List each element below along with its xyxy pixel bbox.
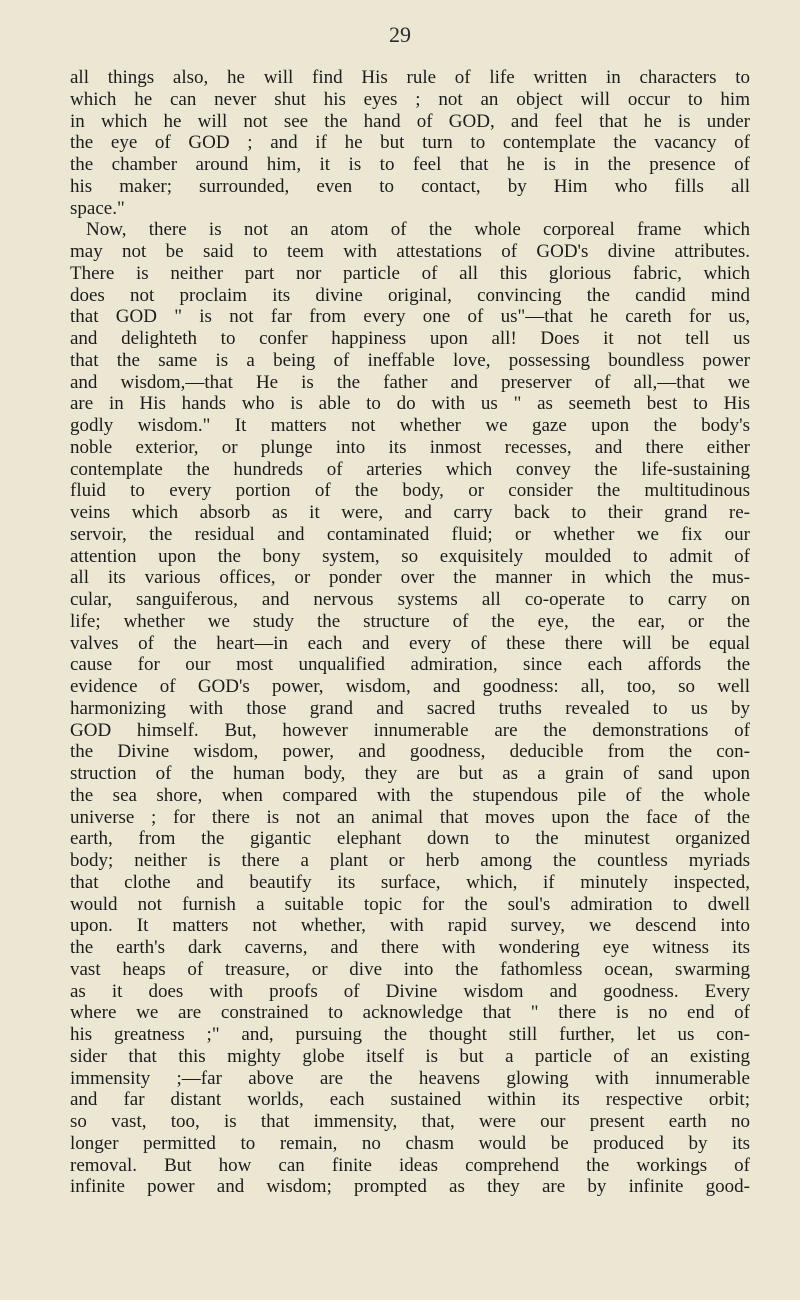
text-line: attention upon the bony system, so exquisitely moulded to admit of bbox=[70, 545, 750, 567]
text-line: cause for our most unqualified admiration, since each affords the bbox=[70, 654, 750, 676]
text-line: Now, there is not an atom of the whole corporeal frame which bbox=[86, 219, 750, 241]
text-line: his maker; surrounded, even to contact, by Him who fills all bbox=[70, 175, 750, 197]
text-line: removal. But how can finite ideas comprehend the workings of bbox=[70, 1154, 750, 1176]
text-line: the eye of GOD ; and if he but turn to contemplate the vacancy of bbox=[70, 132, 750, 154]
text-line: as it does with proofs of Divine wisdom and goodness. Every bbox=[70, 980, 750, 1002]
text-line: the sea shore, when compared with the stupendous pile of the whole bbox=[70, 784, 750, 806]
text-line: that the same is a being of ineffable love, possessing boundless power bbox=[70, 349, 750, 371]
text-line: his greatness ;" and, pursuing the thought still further, let us con- bbox=[70, 1024, 750, 1045]
text-line: noble exterior, or plunge into its inmost recesses, and there either bbox=[70, 436, 750, 458]
text-line: and delighteth to confer happiness upon all! Does it not tell us bbox=[70, 328, 750, 349]
text-line: would not furnish a suitable topic for the soul's admiration to dwell bbox=[70, 893, 750, 915]
text-line: the Divine wisdom, power, and goodness, deducible from the con- bbox=[70, 741, 750, 763]
text-line: godly wisdom." It matters not whether we gaze upon the body's bbox=[70, 415, 750, 436]
page-number: 29 bbox=[389, 22, 411, 47]
text-line: earth, from the gigantic elephant down to the minutest organized bbox=[70, 828, 750, 850]
text-line: evidence of GOD's power, wisdom, and goodness: all, too, so well bbox=[70, 676, 750, 697]
text-line: longer permitted to remain, no chasm would be produced by its bbox=[70, 1132, 750, 1154]
text-line: infinite power and wisdom; prompted as they are by infinite good- bbox=[70, 1176, 750, 1198]
text-line: which he can never shut his eyes ; not an object will occur to him bbox=[70, 88, 750, 110]
text-line: fluid to every portion of the body, or consider the multitudinous bbox=[70, 480, 750, 502]
text-line: GOD himself. But, however innumerable are the demonstrations of bbox=[70, 719, 750, 741]
text-line: valves of the heart—in each and every of these there will be equal bbox=[70, 632, 750, 654]
text-line: sider that this mighty globe itself is but a particle of an existing bbox=[70, 1045, 750, 1067]
text-line: and far distant worlds, each sustained within its respective orbit; bbox=[70, 1089, 750, 1111]
text-line: immensity ;—far above are the heavens glowing with innumerable bbox=[70, 1067, 750, 1089]
text-line: may not be said to teem with attestations of GOD's divine attributes. bbox=[70, 241, 750, 262]
text-line: are in His hands who is able to do with us " as seemeth best to His bbox=[70, 393, 750, 415]
text-line: veins which absorb as it were, and carry back to their grand re- bbox=[70, 502, 750, 523]
text-line: the earth's dark caverns, and there with wondering eye witness its bbox=[70, 937, 750, 958]
text-line: all its various offices, or ponder over the manner in which the mus- bbox=[70, 567, 750, 589]
text-line: that clothe and beautify its surface, which, if minutely inspected, bbox=[70, 871, 750, 893]
text-line: life; whether we study the structure of the eye, the ear, or the bbox=[70, 610, 750, 632]
text-line: struction of the human body, they are but as a grain of sand upon bbox=[70, 763, 750, 784]
text-line: that GOD " is not far from every one of us"—that he careth for us, bbox=[70, 306, 750, 328]
text-line: harmonizing with those grand and sacred truths revealed to us by bbox=[70, 697, 750, 719]
text-line: and wisdom,—that He is the father and preserver of all,—that we bbox=[70, 371, 750, 393]
text-line: all things also, he will find His rule of life written in characters to bbox=[70, 67, 750, 88]
text-line: space." bbox=[70, 197, 125, 219]
text-line: upon. It matters not whether, with rapid survey, we descend into bbox=[70, 915, 750, 937]
text-line: the chamber around him, it is to feel that he is in the presence of bbox=[70, 154, 750, 175]
text-line: universe ; for there is not an animal that moves upon the face of the bbox=[70, 806, 750, 828]
text-line: where we are constrained to acknowledge that " there is no end of bbox=[70, 1002, 750, 1024]
text-line: vast heaps of treasure, or dive into the fathomless ocean, swarming bbox=[70, 958, 750, 980]
text-line: contemplate the hundreds of arteries which convey the life-sustaining bbox=[70, 458, 750, 480]
text-line: does not proclaim its divine original, convincing the candid mind bbox=[70, 284, 750, 306]
text-line: There is neither part nor particle of all this glorious fabric, which bbox=[70, 262, 750, 284]
text-line: cular, sanguiferous, and nervous systems all co-operate to carry on bbox=[70, 589, 750, 610]
text-line: in which he will not see the hand of GOD, and feel that he is under bbox=[70, 110, 750, 132]
body-text bbox=[70, 67, 750, 1198]
text-line: body; neither is there a plant or herb among the countless myriads bbox=[70, 850, 750, 871]
text-line: so vast, too, is that immensity, that, were our present earth no bbox=[70, 1111, 750, 1132]
text-line: servoir, the residual and contaminated fluid; or whether we fix our bbox=[70, 523, 750, 545]
